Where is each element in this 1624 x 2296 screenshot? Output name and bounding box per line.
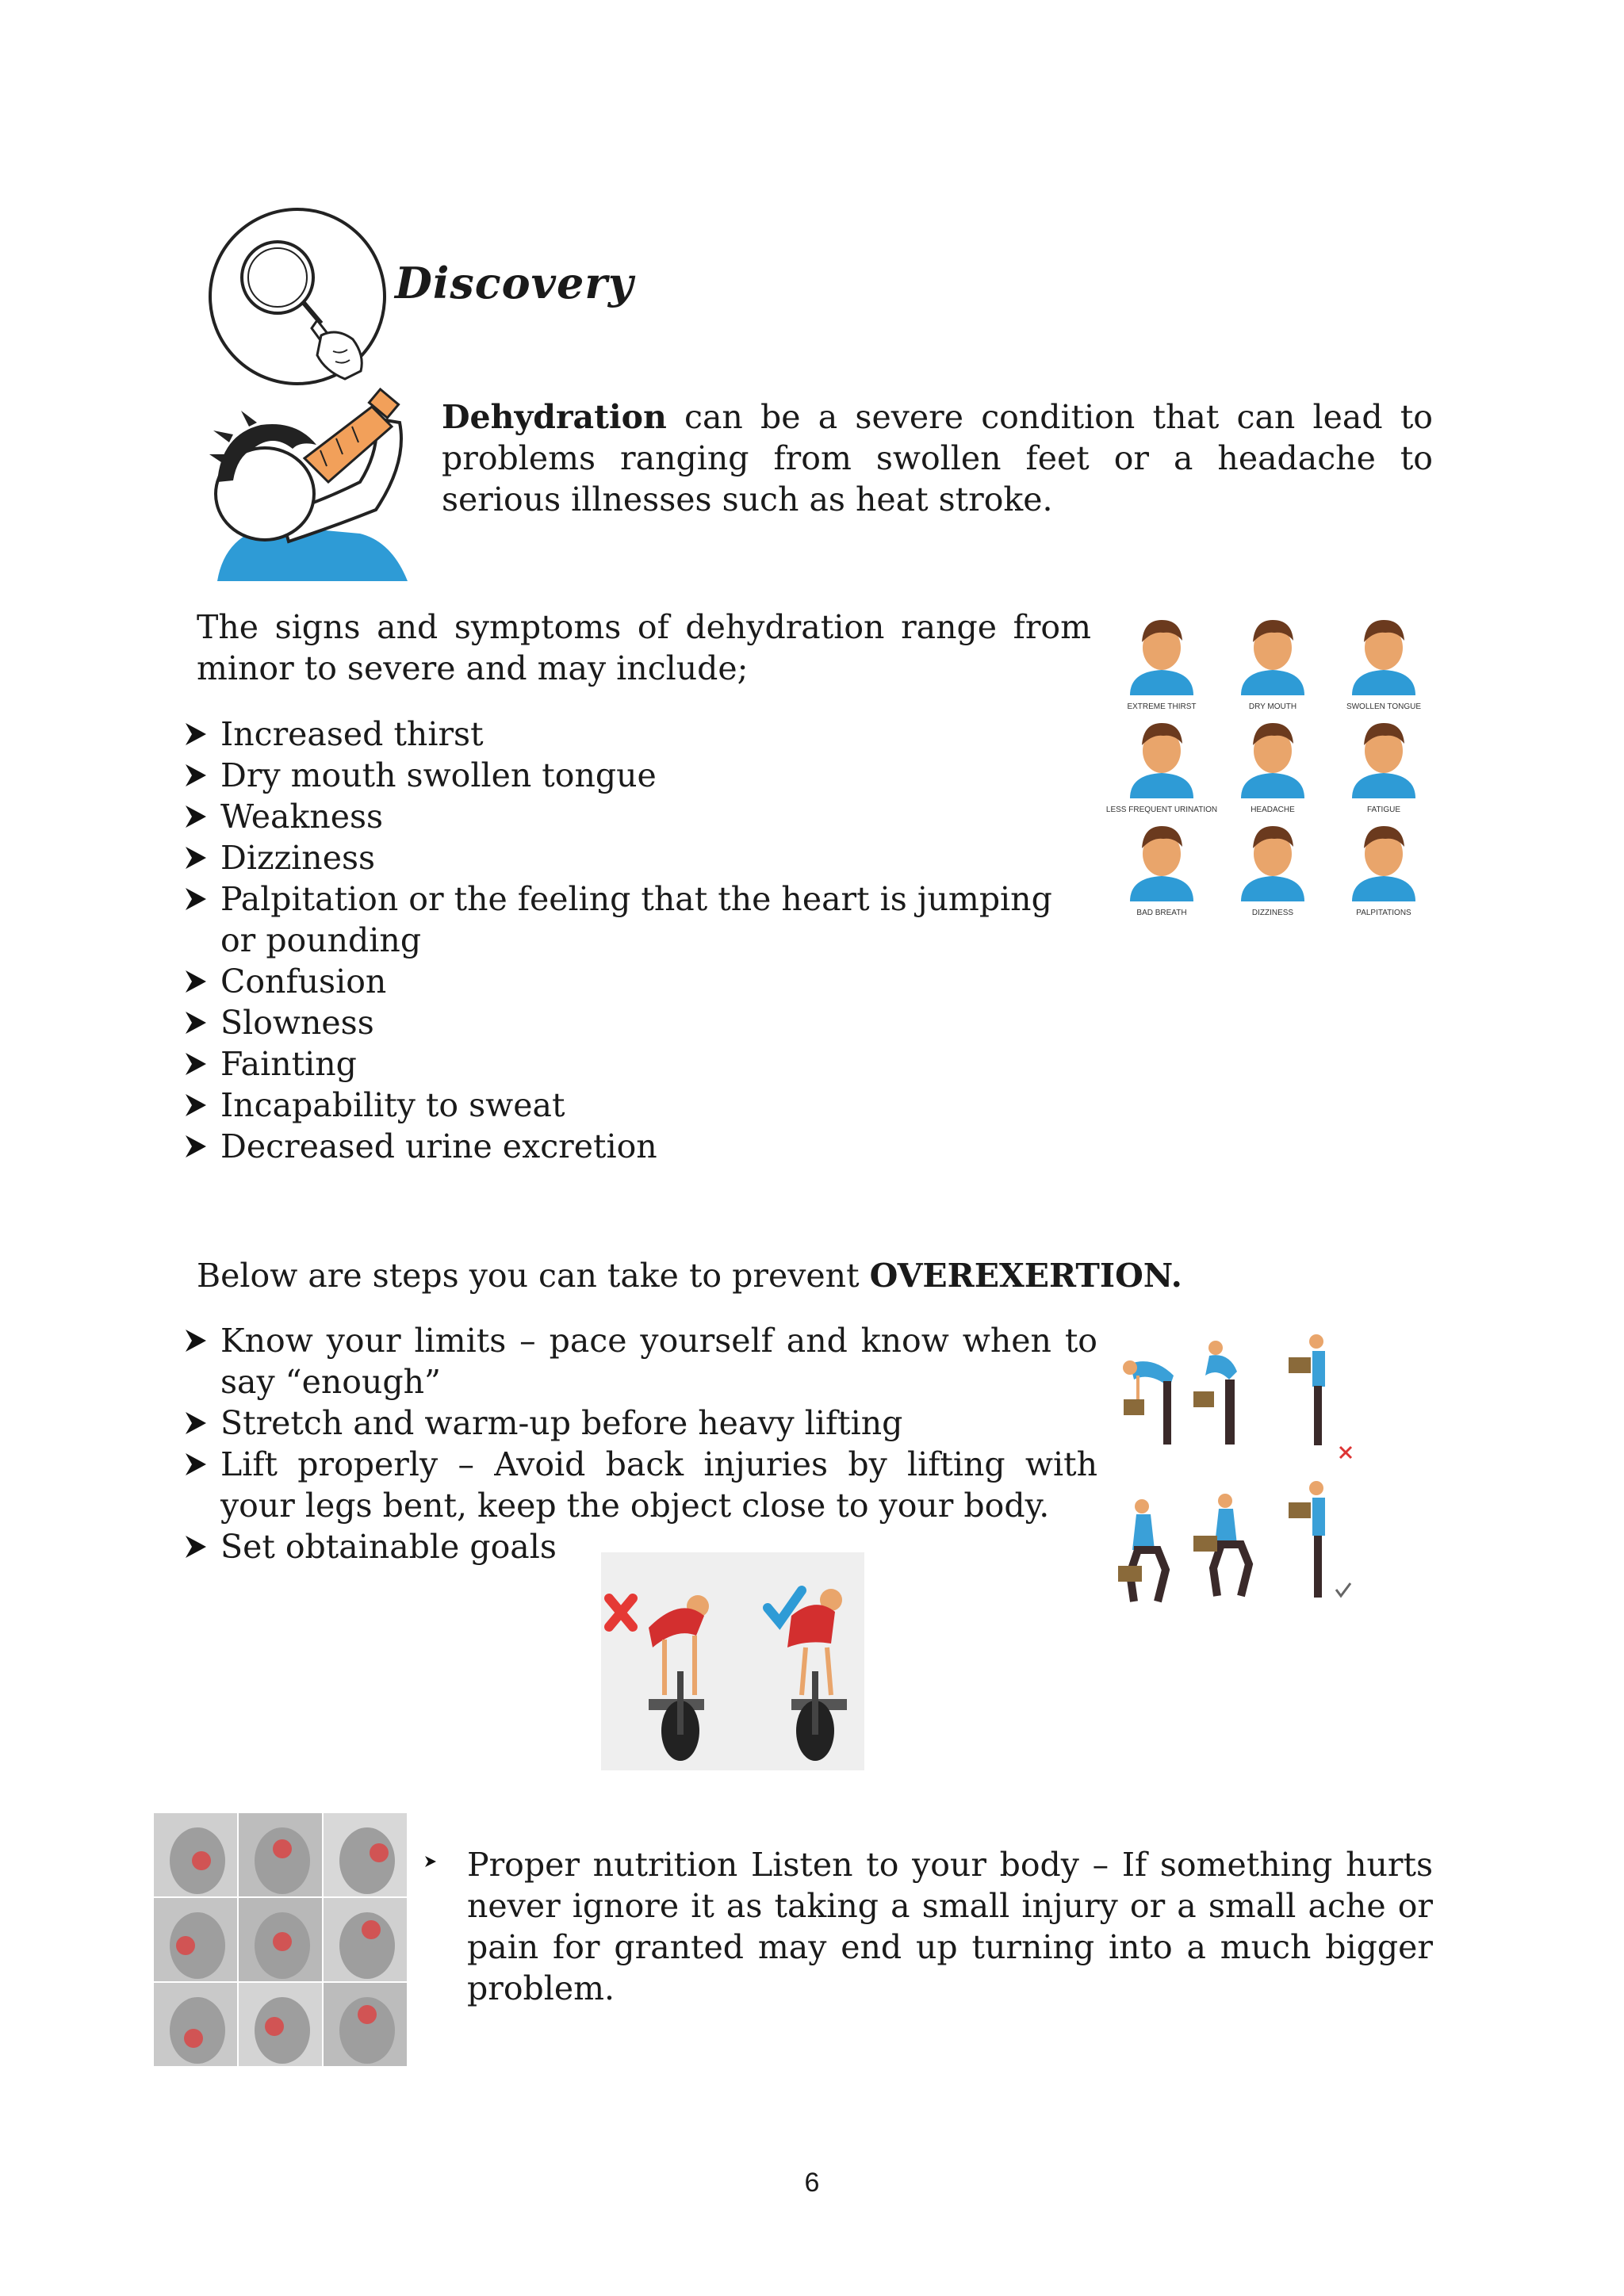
- list-item: Set obtainable goals: [184, 1526, 1097, 1567]
- arrow-bullet-icon: [184, 1134, 208, 1159]
- symptom-figure: [1346, 620, 1421, 711]
- list-item: Palpitation or the feeling that the heart is jumping or pounding: [184, 878, 1093, 961]
- arrow-bullet-icon: [184, 1093, 208, 1118]
- symptom-label: EXTREME THIRST: [1127, 702, 1197, 711]
- lifting-posture-illustration: [1114, 1332, 1388, 1625]
- list-item: Stretch and warm-up before heavy lifting: [184, 1402, 1097, 1444]
- deadlift-comparison-image: [601, 1552, 864, 1770]
- symptom-label: DRY MOUTH: [1248, 702, 1297, 711]
- arrow-bullet-icon: [184, 1051, 208, 1077]
- arrow-bullet-icon: [424, 1855, 437, 1868]
- nutrition-bullet: [424, 1844, 1433, 2009]
- arrow-bullet-icon: [184, 1534, 208, 1559]
- list-item: Increased thirst: [184, 714, 1093, 755]
- pain-spot: [358, 2005, 377, 2024]
- symptom-figure: [1352, 723, 1415, 814]
- dehydration-intro: [442, 396, 1433, 520]
- signs-intro: The signs and symptoms of dehydration range from minor to severe and may include;: [197, 608, 1091, 687]
- list-item: Lift properly – Avoid back injuries by lifting with your legs bent, keep the object close to your body.: [184, 1444, 1097, 1526]
- list-item: Fainting: [184, 1043, 1093, 1085]
- symptom-figure: [1106, 723, 1217, 814]
- symptom-label: HEADACHE: [1251, 806, 1295, 814]
- pain-spot: [192, 1851, 211, 1870]
- body-part-shape: [255, 1827, 310, 1894]
- pain-spot: [265, 2017, 284, 2036]
- arrow-bullet-icon: [184, 886, 208, 912]
- arrow-bullet-icon: [184, 804, 208, 829]
- symptom-label: FATIGUE: [1366, 806, 1401, 814]
- arrow-bullet-icon: [184, 1010, 208, 1035]
- body-part-shape: [339, 1827, 395, 1894]
- symptom-label: SWOLLEN TONGUE: [1346, 702, 1422, 711]
- list-item: Weakness: [184, 796, 1093, 837]
- dehydration-term: Dehydration: [442, 398, 667, 436]
- pain-spot: [273, 1932, 292, 1951]
- symptom-figure: [1130, 826, 1193, 917]
- symptom-label: BAD BREATH: [1136, 909, 1187, 917]
- magnifying-glass-icon: [202, 205, 393, 388]
- arrow-bullet-icon: [184, 1410, 208, 1436]
- arrow-bullet-icon: [184, 845, 208, 871]
- list-item: Know your limits – pace yourself and know when to say “enough”: [184, 1320, 1097, 1402]
- overexertion-term: OVEREXERTION.: [869, 1257, 1182, 1295]
- symptom-figure: [1241, 826, 1304, 917]
- symptom-figure: [1241, 723, 1304, 814]
- list-item: Incapability to sweat: [184, 1085, 1093, 1126]
- symptoms-illustration-grid: [1106, 612, 1439, 928]
- arrow-bullet-icon: [184, 721, 208, 747]
- list-item: Slowness: [184, 1002, 1093, 1043]
- prevention-intro: Below are steps you can take to prevent OVEREXERTION.: [197, 1257, 1182, 1295]
- pain-spot: [362, 1920, 381, 1939]
- prevention-list: [184, 1320, 1097, 1567]
- arrow-bullet-icon: [184, 969, 208, 994]
- symptom-label: LESS FREQUENT URINATION: [1106, 806, 1218, 814]
- arrow-bullet-icon: [184, 763, 208, 788]
- boy-drinking-illustration: [193, 387, 423, 585]
- symptom-figure: [1352, 826, 1415, 917]
- arrow-bullet-icon: [184, 1328, 208, 1353]
- dehydration-description: can be a severe condition that can lead to problems ranging from swollen feet or a headache to serious illnesses such as heat stroke.: [442, 398, 1433, 519]
- section-title: Discovery: [395, 258, 634, 308]
- symptoms-list: [184, 714, 1093, 1167]
- symptom-label: DIZZINESS: [1251, 909, 1294, 917]
- arrow-bullet-icon: [184, 1452, 208, 1477]
- pain-spot: [176, 1936, 195, 1955]
- pain-points-collage: [154, 1813, 409, 2068]
- symptom-label: PALPITATIONS: [1356, 909, 1411, 917]
- list-item: Dizziness: [184, 837, 1093, 878]
- nutrition-text: Proper nutrition Listen to your body – If something hurts never ignore it as taking a small injury or a small ache or pain for granted may end up turning into a much bigger problem.: [467, 1846, 1433, 2007]
- pain-spot: [273, 1839, 292, 1858]
- pain-spot: [184, 2029, 203, 2048]
- list-item: Confusion: [184, 961, 1093, 1002]
- list-item: Dry mouth swollen tongue: [184, 755, 1093, 796]
- pain-spot: [370, 1843, 389, 1862]
- symptom-figure: [1241, 620, 1304, 711]
- page-number: 6: [804, 2168, 820, 2198]
- symptom-figure: [1127, 620, 1196, 711]
- list-item: Decreased urine excretion: [184, 1126, 1093, 1167]
